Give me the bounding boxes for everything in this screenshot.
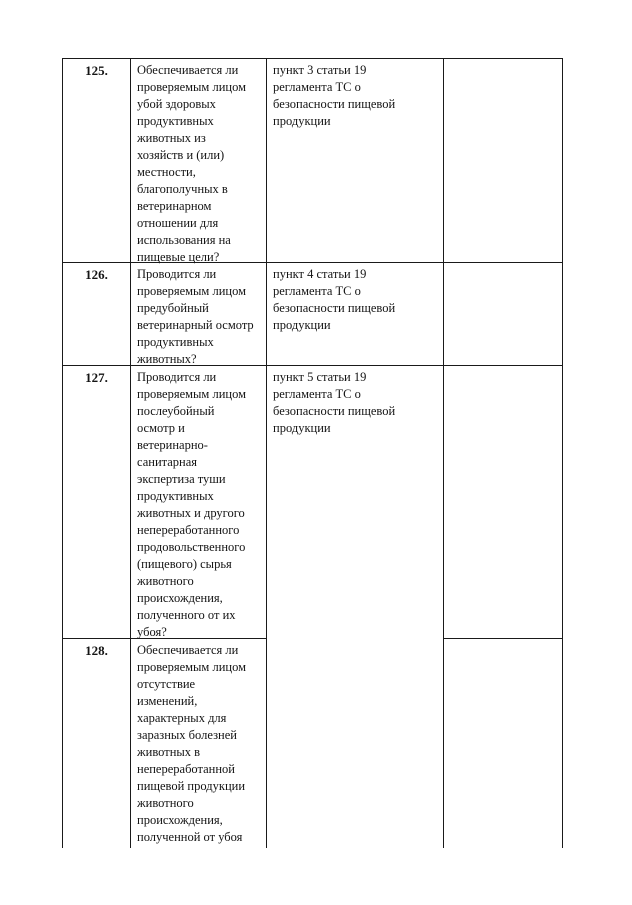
table-row-number: 128. [85,643,108,658]
table-cell-reference: пункт 3 статьи 19 регламента ТС о безопасности пищевой продукции [273,63,396,128]
table-cell-question: Проводится ли проверяемым лицом послеубойный осмотр и ветеринарно- санитарная экспертиза туши продуктивных животных и другого непереработанного продовольственного (пищевого) сырья животного происхождения, полученного от их убоя? [137,370,246,639]
column-divider-3 [443,58,444,848]
table-border-right [562,58,563,848]
table-cell-reference: пункт 5 статьи 19 регламента ТС о безопасности пищевой продукции [273,370,396,435]
table-row-number: 126. [85,267,108,282]
table-cell-question: Обеспечивается ли проверяемым лицом убой здоровых продуктивных животных из хозяйств и (или) местности, благополучных в ветеринарном отношении для использования на пищевые цели? [137,63,246,264]
row-divider-127-128-right [443,638,563,639]
table-row-number: 125. [85,63,108,78]
column-divider-2 [266,58,267,848]
table-border-left [62,58,63,848]
table-border-top [62,58,563,59]
table-cell-reference: пункт 4 статьи 19 регламента ТС о безопасности пищевой продукции [273,267,396,332]
table-cell-question: Проводится ли проверяемым лицом предубойный ветеринарный осмотр продуктивных животных? [137,267,254,366]
table-cell-question: Обеспечивается ли проверяемым лицом отсутствие изменений, характерных для заразных болезней животных в непереработанной пищевой продукции животного происхождения, полученной от убоя [137,643,246,844]
column-divider-1 [130,58,131,848]
table-row-number: 127. [85,370,108,385]
